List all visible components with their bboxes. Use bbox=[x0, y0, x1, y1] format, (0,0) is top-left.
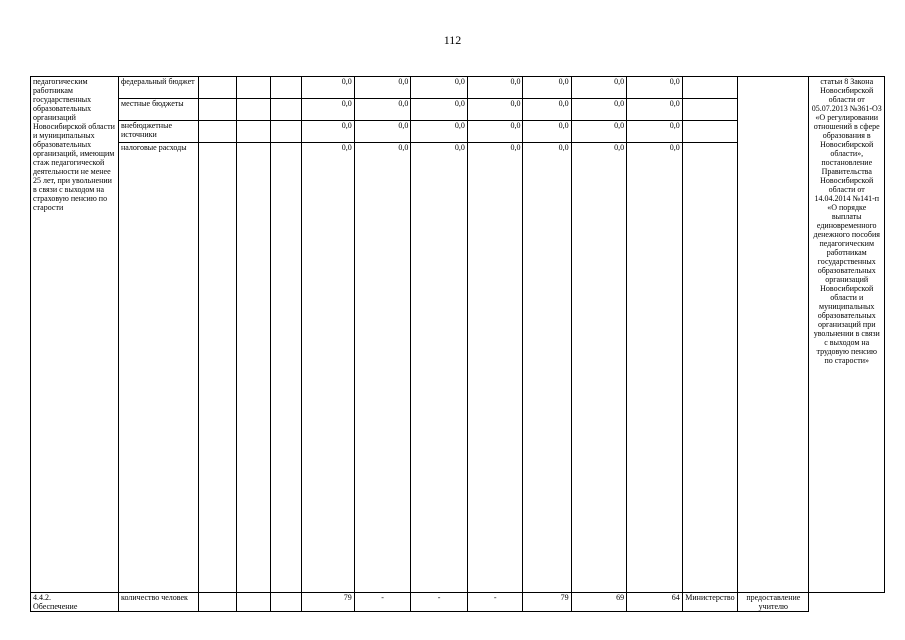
value-cell: 0,0 bbox=[354, 99, 411, 121]
source-label: налоговые расходы bbox=[119, 143, 199, 593]
value-cell: 0,0 bbox=[411, 99, 468, 121]
value-cell: 0,0 bbox=[354, 77, 411, 99]
value-cell: 0,0 bbox=[354, 121, 411, 143]
value-cell: 79 bbox=[523, 593, 571, 612]
value-cell: 79 bbox=[302, 593, 354, 612]
value-cell: 69 bbox=[571, 593, 627, 612]
value-cell: 0,0 bbox=[523, 77, 571, 99]
value-cell: 0,0 bbox=[302, 121, 354, 143]
value-cell: 0,0 bbox=[467, 143, 523, 593]
source-label: федеральный бюджет bbox=[119, 77, 199, 99]
source-label: внебюджетные источники bbox=[119, 121, 199, 143]
value-cell: 0,0 bbox=[571, 121, 627, 143]
value-cell: 0,0 bbox=[467, 121, 523, 143]
value-cell: 0,0 bbox=[627, 121, 683, 143]
page-number: 112 bbox=[443, 33, 462, 47]
value-cell: 0,0 bbox=[411, 77, 468, 99]
item-title: Обеспечение bbox=[33, 602, 78, 611]
value-cell: 0,0 bbox=[571, 99, 627, 121]
value-cell: 0,0 bbox=[467, 99, 523, 121]
value-cell: - bbox=[467, 593, 523, 612]
value-cell: - bbox=[354, 593, 411, 612]
value-cell: 0,0 bbox=[354, 143, 411, 593]
executor-cell bbox=[738, 77, 809, 593]
value-cell: 0,0 bbox=[523, 99, 571, 121]
legal-basis: статьи 8 Закона Новосибирской области от 05.07.2013 №361-ОЗ «О регулировании отношений в сфере образования в Новосибирской области», постановление Правительства Новосибирской области от 14.04.2014 №141-п «О порядке выплаты единовременного денежного пособия педагогическим работникам государственных образовательных организаций Новосибирской области и муниципальных образовательных организаций при увольнении в связи с выходом на трудовую пенсию по старости» bbox=[809, 77, 885, 593]
value-cell: 64 bbox=[627, 593, 683, 612]
value-cell: 0,0 bbox=[302, 77, 354, 99]
value-cell: 0,0 bbox=[302, 143, 354, 593]
value-cell: 0,0 bbox=[523, 121, 571, 143]
value-cell: 0,0 bbox=[467, 77, 523, 99]
table-row bbox=[31, 593, 885, 612]
source-label: местные бюджеты bbox=[119, 99, 199, 121]
value-cell: 0,0 bbox=[523, 143, 571, 593]
value-cell: 0,0 bbox=[411, 121, 468, 143]
item-basis: предоставление учителю bbox=[738, 593, 809, 612]
value-cell: - bbox=[411, 593, 468, 612]
value-cell: 0,0 bbox=[627, 77, 683, 99]
indicator-label: количество человек bbox=[119, 593, 199, 612]
item-number-cell bbox=[31, 593, 119, 612]
item-number: 4.4.2. bbox=[33, 593, 51, 602]
value-cell: 0,0 bbox=[627, 99, 683, 121]
value-cell: 0,0 bbox=[627, 143, 683, 593]
executor: Министерство bbox=[682, 593, 738, 612]
value-cell: 0,0 bbox=[302, 99, 354, 121]
table-row bbox=[31, 77, 885, 99]
value-cell: 0,0 bbox=[571, 77, 627, 99]
value-cell: 0,0 bbox=[571, 143, 627, 593]
measure-description: педагогическим работникам государственных образовательных организаций Новосибирской области и муниципальных образовательных организаций, имеющим стаж педагогической деятельности не менее 25 лет, при увольнении в связи с выходом на страховую пенсию по старости bbox=[33, 77, 115, 212]
measure-description-cell bbox=[31, 77, 119, 593]
value-cell: 0,0 bbox=[411, 143, 468, 593]
program-table bbox=[30, 76, 885, 612]
